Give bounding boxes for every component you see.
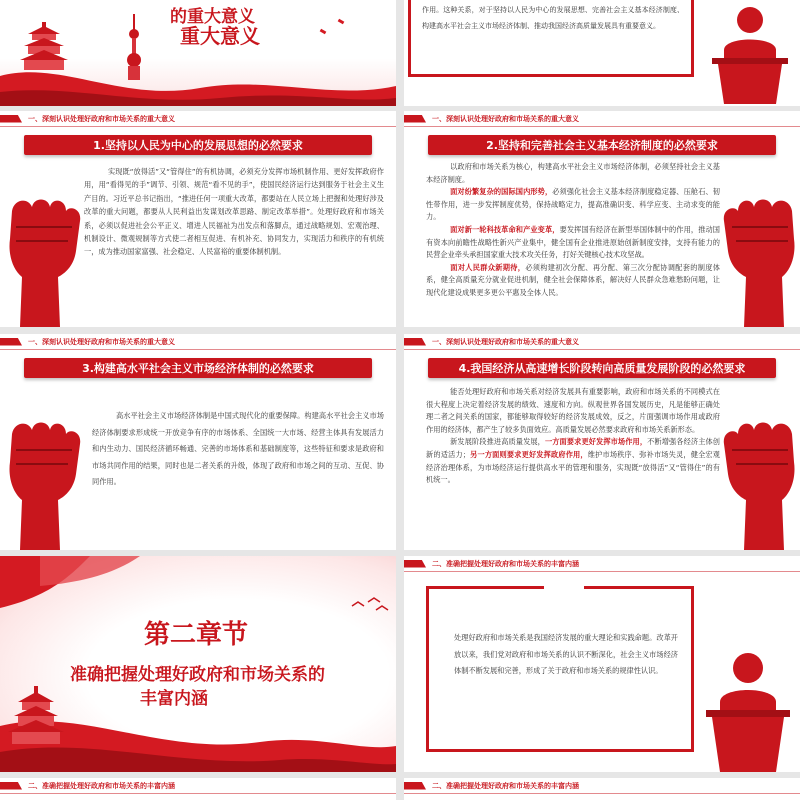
highlight-text: 面对新一轮科技革命和产业变革， [450, 224, 560, 234]
breadcrumb [404, 111, 800, 126]
breadcrumb-text: 二、准确把握处理好政府和市场关系的丰富内涵 [432, 559, 579, 568]
paragraph-text: 新发展阶段推进高质量发展， [450, 437, 545, 447]
slide-partial-bottom-left [0, 778, 396, 800]
breadcrumb [404, 556, 800, 571]
breadcrumb-divider [404, 793, 800, 794]
paragraph-text: 能否处理好政府和市场关系对经济发展具有重要影响，政府和市场关系的不同模式在很大程度上决定着经济发展的绩效、速度和方向。纵观世界各国发展历史，凡是能够正确处理二者之间关系的国家，都能够取得较好的经济发展成效，反之，片面强调市场作用或政府作用的经济体，都产生了较多负面效应。高质量发展必然要求政府和市场关系新形态。 [426, 387, 720, 434]
highlight-text: 一方面要求更好发挥市场作用， [544, 437, 648, 447]
breadcrumb-divider [0, 126, 396, 127]
breadcrumb [0, 778, 396, 793]
slide-partial-bottom-right [404, 778, 800, 800]
breadcrumb-marker [0, 782, 22, 790]
breadcrumb-text: 一、深刻认识处理好政府和市场关系的重大意义 [28, 337, 175, 346]
breadcrumb-marker [404, 338, 426, 346]
slide-point-1 [0, 111, 396, 327]
breadcrumb-marker [0, 338, 22, 346]
slide-title-line-1: 的重大意义 [170, 7, 255, 27]
slide-point-3 [0, 334, 396, 550]
fist-icon [2, 191, 86, 327]
slide-title-top-left [0, 0, 396, 106]
breadcrumb-divider [404, 126, 800, 127]
breadcrumb-marker [404, 782, 426, 790]
paragraph [426, 161, 720, 300]
podium-speaker-icon [700, 646, 796, 772]
breadcrumb-marker [0, 115, 22, 123]
breadcrumb-text: 二、准确把握处理好政府和市场关系的丰富内涵 [28, 781, 175, 790]
paragraph-intro: 以政府和市场关系为核心，构建高水平社会主义市场经济体制，必须坚持社会主义基本经济制度。 [426, 162, 720, 184]
tower-icon [122, 14, 146, 80]
slide-point-4 [404, 334, 800, 550]
section-heading: 1.坚持以人民为中心的发展思想的必然要求 [24, 135, 372, 155]
paragraph: 高水平社会主义市场经济体制是中国式现代化的重要保障。构建高水平社会主义市场经济体制要求形成统一开放竞争有序的市场体系、全国统一大市场、经营主体具有发展活力和内生动力、国民经济循环畅通、完善的市场体系和基础制度等，这些特征和要求是政府和市场共同作用的结果，同时也是二者关系的升级，体现了政府和市场之间的互动、互促、协同作用。 [92, 411, 384, 487]
slide-body-text: 作用。这种关系，对于坚持以人民为中心的发展思想、完善社会主义基本经济制度、构建高水平社会主义市场经济体制、推动我国经济高质量发展具有重要意义。 [422, 6, 684, 30]
chapter-title-line-1: 准确把握处理好政府和市场关系的 [70, 665, 325, 685]
breadcrumb-divider [0, 793, 396, 794]
slide-point-2 [404, 111, 800, 327]
temple-icon [6, 686, 66, 756]
paragraph-text: 不断增强各经济主体创新的适活力； [426, 437, 720, 459]
breadcrumb-text: 一、深刻认识处理好政府和市场关系的重大意义 [432, 114, 579, 123]
paragraph-text: 维护市场秩序、弥补市场失灵，健全宏观经济治理体系，为市场经济运行提供高水平的管理和服务，实现既“放得活”又“管得住”的有机统一。 [426, 449, 720, 485]
paragraph-text: 必须强化社会主义基本经济制度稳定器、压舱石、韧性带作用，进一步发挥制度优势，保持战略定力，提高准确识变、科学应变、主动求变的能力。 [426, 187, 720, 222]
breadcrumb-divider [404, 349, 800, 350]
breadcrumb-text: 一、深刻认识处理好政府和市场关系的重大意义 [432, 337, 579, 346]
frame-gap [544, 582, 584, 590]
paragraph: 实现既“放得活”又“管得住”的有机协调，必须充分发挥市场机制作用、更好发挥政府作用，用“看得见的手”调节、引领、规范“看不见的手”，使国民经济运行达到服务于社会主义生产目的。习近平总书记指出，“推进任何一项重大改革，都要站在人民立场上把握和处理好涉及改革的重大问题，都要从人民利益出发谋划改革思路、制定改革举措”。处理好政府和市场关系，必须以促进社会公平正义、增进人民福祉为出发点和落脚点，通过战略规划、宏观治理、机制设计、微观规制等方式使二者相互促进、有机补充、协同发力，实现活力和秩序的有机统一，成为推动国家富强、社会稳定、人民富裕的重要体制机制。 [84, 167, 384, 257]
section-heading: 4.我国经济从高速增长阶段转向高质量发展阶段的必然要求 [428, 358, 776, 378]
paragraph-text: 必须构建初次分配、再分配、第三次分配协调配套的制度体系，健全高质量充分就业促进机制，健全社会保障体系，解决好人民群众急难愁盼问题，让现代化建设成果更多更公平惠及全体人民。 [426, 262, 720, 297]
chapter-title-line-2: 丰富内涵 [140, 689, 208, 709]
paragraph: 处理好政府和市场关系是我国经济发展的重大理论和实践命题。改革开放以来，我们党对政府和市场关系的认识不断深化，社会主义市场经济体制不断发展和完善，形成了关于政府和市场关系的规律性认识。 [454, 633, 678, 676]
birds-decoration [350, 596, 390, 616]
chapter-label: 第二章节 [144, 620, 249, 650]
temple-icon [16, 20, 72, 80]
breadcrumb-divider [404, 571, 800, 572]
breadcrumb-marker [404, 115, 426, 123]
breadcrumb-text: 一、深刻认识处理好政府和市场关系的重大意义 [28, 114, 175, 123]
breadcrumb [404, 778, 800, 793]
slide-speaker-top-right [404, 0, 800, 106]
section-heading: 2.坚持和完善社会主义基本经济制度的必然要求 [428, 135, 776, 155]
section-heading: 3.构建高水平社会主义市场经济体制的必然要求 [24, 358, 372, 378]
breadcrumb [0, 111, 396, 126]
breadcrumb-marker [404, 560, 426, 568]
breadcrumb [0, 334, 396, 349]
paragraph [426, 386, 720, 487]
podium-speaker-icon [704, 0, 796, 104]
breadcrumb [404, 334, 800, 349]
highlight-text: 面对人民群众新期待， [450, 262, 526, 272]
slide-chapter-cover [0, 556, 396, 772]
slide-speaker-bottom-right [404, 556, 800, 772]
fist-icon [2, 414, 86, 550]
breadcrumb-divider [0, 349, 396, 350]
breadcrumb-text: 二、准确把握处理好政府和市场关系的丰富内涵 [432, 781, 579, 790]
paragraph-text: 要发挥国有经济在新型举国体制中的作用，推动国有资本向前瞻性战略性新兴产业集中，健全国有企业推进原始创新制度安排，支持有能力的民营企业牵头承担国家重大技术攻关任务，打好关键核心技术攻坚战。 [426, 224, 720, 260]
slide-title-line-2: 重大意义 [180, 24, 260, 48]
fist-icon [722, 414, 800, 550]
highlight-text: 另一方面则要求更好发挥政府作用， [469, 449, 588, 459]
highlight-text: 面对纷繁复杂的国际国内形势， [450, 187, 553, 197]
fist-icon [722, 191, 800, 327]
